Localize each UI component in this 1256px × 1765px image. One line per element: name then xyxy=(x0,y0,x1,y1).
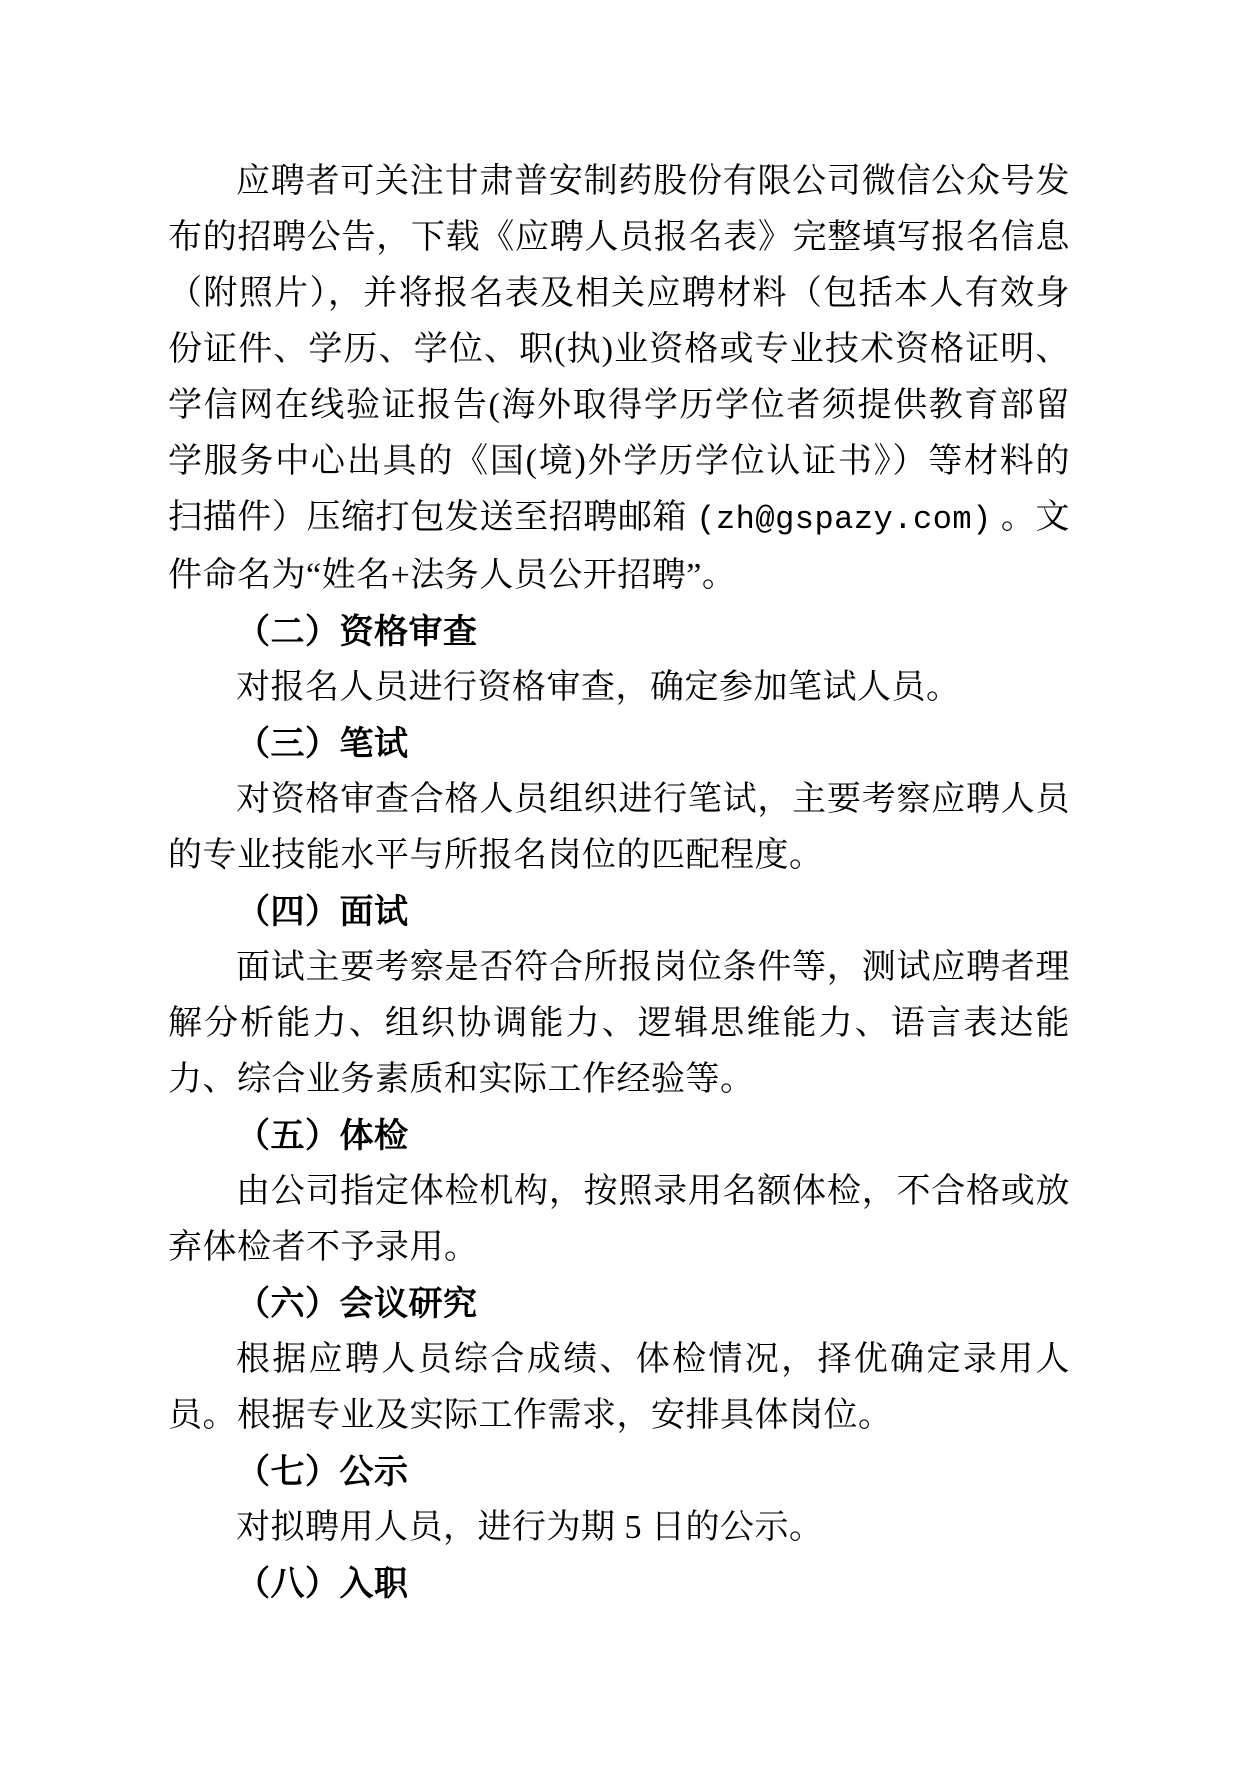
text-run: （八）入职 xyxy=(236,1565,409,1603)
section-heading xyxy=(168,1276,1070,1332)
email-address: (zh@gspazy.com) xyxy=(696,501,992,538)
paragraph xyxy=(168,660,1070,716)
section-heading xyxy=(168,884,1070,940)
text-run: （二）资格审查 xyxy=(236,613,478,651)
text-run: （四）面试 xyxy=(236,893,409,931)
text-run: 对资格审查合格人员组织进行笔试，主要考察应聘人员的专业技能水平与所报名岗位的匹配程度。 xyxy=(168,781,1070,874)
text-run: （六）会议研究 xyxy=(236,1285,478,1323)
paragraph xyxy=(168,154,1070,604)
text-run: 由公司指定体检机构，按照录用名额体检，不合格或放弃体检者不予录用。 xyxy=(168,1173,1070,1266)
text-run: （三）笔试 xyxy=(236,725,409,763)
text-run: （七）公示 xyxy=(236,1453,409,1491)
paragraph xyxy=(168,772,1070,884)
text-run: 对拟聘用人员，进行为期 5 日的公示。 xyxy=(236,1509,824,1546)
section-heading xyxy=(168,716,1070,772)
text-run: （五）体检 xyxy=(236,1117,409,1155)
text-run: 应聘者可关注甘肃普安制药股份有限公司微信公众号发布的招聘公告，下载《应聘人员报名表》完整填写报名信息（附照片），并将报名表及相关应聘材料（包括本人有效身份证件、学历、学位、职(执)业资格或专业技术资格证明、学信网在线验证报告(海外取得学历学位者须提供教育部留学服务中心出具的《国(境)外学历学位认证书》）等材料的扫描件）压缩打包发送至招聘邮箱 xyxy=(168,163,1070,536)
text-run: 对报名人员进行资格审查，确定参加笔试人员。 xyxy=(236,669,961,706)
text-run: 根据应聘人员综合成绩、体检情况，择优确定录用人员。根据专业及实际工作需求，安排具体岗位。 xyxy=(168,1341,1070,1434)
section-heading xyxy=(168,1108,1070,1164)
document-body xyxy=(168,154,1070,1612)
section-heading xyxy=(168,604,1070,660)
paragraph xyxy=(168,940,1070,1108)
text-run: 面试主要考察是否符合所报岗位条件等，测试应聘者理解分析能力、组织协调能力、逻辑思维能力、语言表达能力、综合业务素质和实际工作经验等。 xyxy=(168,949,1070,1098)
paragraph xyxy=(168,1500,1070,1556)
paragraph xyxy=(168,1332,1070,1444)
paragraph xyxy=(168,1164,1070,1276)
section-heading xyxy=(168,1556,1070,1612)
text-run: 。文件命名为“姓名+法务人员公开招聘”。 xyxy=(168,499,1071,594)
section-heading xyxy=(168,1444,1070,1500)
